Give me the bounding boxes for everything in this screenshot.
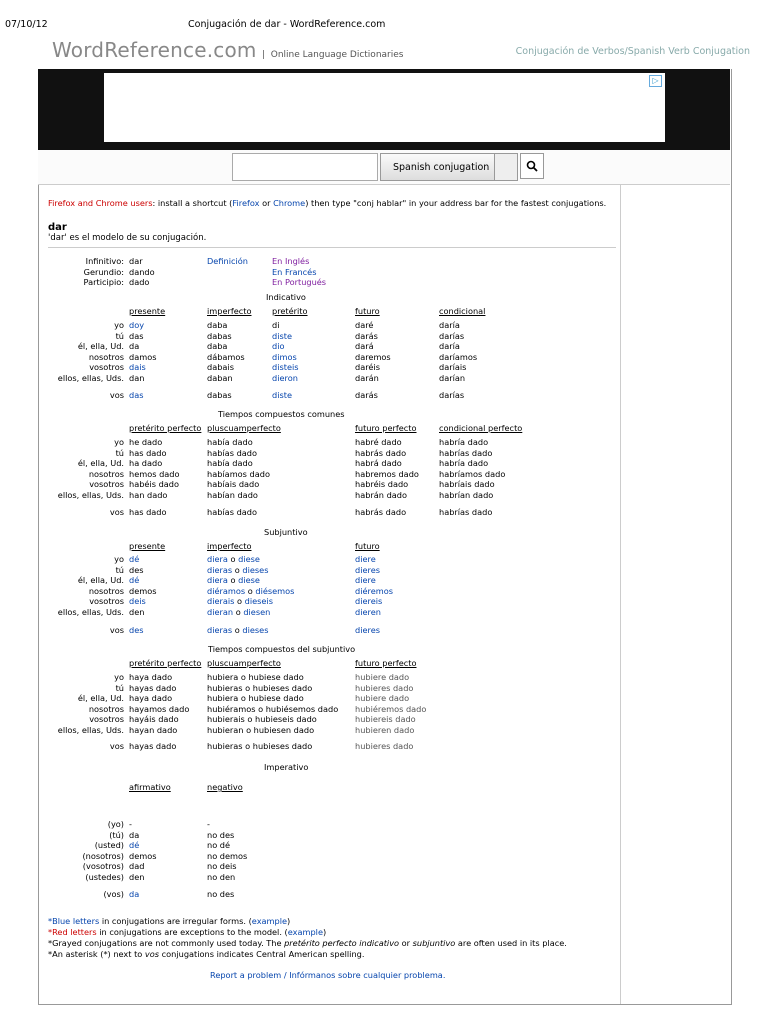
conj-form: diese [238, 575, 260, 585]
conj-cell: - [207, 819, 210, 829]
conj-cell: habíais dado [207, 479, 260, 489]
col-condicional-perfecto [439, 437, 505, 500]
conj-cell: demos [129, 585, 157, 596]
col-header: presente [129, 306, 166, 316]
conj-cell: des [129, 564, 144, 575]
col-imperfecto [207, 320, 245, 383]
person: él, ella, Ud. [77, 341, 124, 351]
conj-cell: den [129, 871, 145, 882]
person: tú [115, 447, 124, 458]
person: vosotros [89, 714, 124, 724]
conj-form: dieseis [244, 596, 274, 606]
conj-form: diera [207, 554, 228, 564]
search-icon [526, 160, 538, 172]
label-gerundio: Gerundio: [83, 266, 124, 277]
conj-cell [207, 565, 294, 576]
translation-links [272, 256, 326, 288]
footnote-asterisk [48, 949, 364, 959]
footnote-close: ) [323, 927, 327, 937]
conj-cell: dieron [272, 372, 298, 383]
conj-cell: ha dado [129, 458, 163, 468]
conj-cell: hubieres dado [355, 741, 414, 751]
conj-cell: daremos [355, 351, 391, 362]
footnote-gray [48, 938, 567, 948]
col-header: presente [129, 541, 166, 551]
conj-cell: habré dado [355, 437, 402, 447]
col-negativo [207, 819, 247, 882]
report-problem-link[interactable]: Report a problem / Infórmanos sobre cualquier problema. [210, 970, 446, 980]
chevron-down-icon [494, 154, 517, 180]
col-header: pretérito perfecto [129, 423, 202, 433]
conj-cell: den [129, 606, 145, 617]
conj-cell: había dado [207, 458, 253, 468]
persons-imperativo [40, 819, 124, 882]
col-subj-pluscuamperfecto [207, 672, 338, 735]
conj-form: diéramos [207, 585, 246, 596]
person: (nosotros) [82, 850, 124, 861]
person-vos: vos [109, 741, 124, 751]
conj-cell: deis [129, 596, 146, 606]
conj-or: o [232, 564, 243, 575]
conj-cell: hubiereis dado [355, 714, 416, 724]
conj-form: dieras [207, 625, 233, 635]
person: (vosotros) [82, 861, 124, 871]
print-date: 07/10/12 [5, 19, 48, 30]
conj-cell: había dado [207, 437, 253, 447]
col-afirmativo [129, 819, 157, 882]
conj-cell: haya dado [129, 672, 173, 682]
conj-cell: darán [355, 372, 379, 383]
col-header: imperfecto [207, 306, 252, 316]
headword: dar [48, 222, 67, 233]
footnote-gray-a: *Grayed conjugations are not commonly used today. The [48, 938, 285, 948]
conj-cell: dará [355, 341, 374, 351]
col-header: imperfecto [207, 541, 252, 551]
person: vosotros [89, 596, 124, 606]
site-logo[interactable]: WordReference.com [52, 38, 257, 62]
col-subj-futuro-perfecto [355, 672, 426, 735]
brand-right-link[interactable]: Conjugación de Verbos/Spanish Verb Conjugation [515, 46, 750, 57]
print-header [0, 0, 768, 32]
persons-subjuntivo [40, 554, 124, 617]
conj-cell: hubiera o hubiese dado [207, 693, 304, 703]
conj-cell: disteis [272, 362, 299, 372]
person: yo [114, 672, 124, 682]
conj-cell [207, 554, 294, 565]
conj-or: o [232, 625, 243, 635]
conj-cell: dábamos [207, 351, 245, 362]
conj-form: diese [238, 554, 260, 564]
col-header: pluscuamperfecto [207, 658, 281, 668]
conj-cell: diere [355, 575, 376, 585]
person: yo [114, 437, 124, 447]
search-input[interactable] [232, 153, 378, 181]
conj-cell: haya dado [129, 693, 173, 703]
conj-cell: habríais dado [439, 479, 495, 489]
conj-cell [207, 607, 294, 618]
conj-form: dieses [242, 625, 269, 635]
footnote-asterisk-i: vos [144, 949, 160, 959]
conj-cell: habría dado [439, 458, 489, 468]
conj-cell: hubiere dado [355, 672, 410, 682]
conj-cell [207, 596, 294, 607]
conj-cell: dad [129, 861, 145, 871]
conj-cell: hubiera o hubiese dado [207, 672, 304, 682]
conj-cell: hubieras o hubieses dado [207, 682, 313, 693]
conj-cell: hayáis dado [129, 714, 179, 724]
person: (yo) [107, 819, 124, 829]
definicion-link[interactable]: Definición [207, 256, 248, 266]
conj-cell: no dé [207, 840, 231, 850]
conj-cell: no des [207, 889, 235, 899]
person: yo [114, 320, 124, 330]
dictionary-select[interactable] [380, 153, 518, 181]
footnote-blue-label: *Blue letters [48, 916, 100, 926]
conj-cell: hubiéramos o hubiésemos dado [207, 703, 339, 714]
conj-cell: daría [439, 341, 460, 351]
conj-cell: dais [129, 362, 146, 372]
col-presente [129, 320, 156, 383]
conj-cell: hubiéremos dado [355, 703, 427, 714]
col-pluscuamperfecto [207, 437, 270, 500]
conj-cell: habías dado [207, 507, 257, 517]
col-header: negativo [207, 782, 243, 792]
col-header: pretérito [272, 306, 308, 316]
person-vos: (vos) [103, 889, 124, 899]
conj-form: dieras [207, 564, 233, 575]
conj-cell: habían dado [207, 489, 258, 500]
section-title-compuestos: Tiempos compuestos comunes [218, 409, 345, 419]
person: ellos, ellas, Uds. [57, 724, 124, 735]
conj-cell: daré [355, 320, 374, 330]
person: (tú) [109, 829, 124, 840]
conj-cell: da [129, 829, 140, 840]
footnote-blue-text: in conjugations are irregular forms. ( [99, 916, 252, 926]
col-subj-futuro [355, 554, 393, 617]
link-en-ingles[interactable]: En Inglés [272, 256, 310, 266]
person-vos: vos [109, 625, 124, 635]
conj-form: diésemos [255, 585, 295, 596]
conj-cell: doy [129, 320, 145, 330]
person-vos: vos [109, 390, 124, 400]
footnote-asterisk-b: conjugations indicates Central American spelling. [159, 949, 365, 959]
person: yo [114, 554, 124, 564]
shortcut-notice [48, 198, 606, 208]
person: vosotros [89, 362, 124, 372]
divider [48, 247, 616, 248]
conj-form: diera [207, 575, 228, 585]
conj-cell: dieres [355, 625, 380, 635]
conj-cell: has dado [129, 507, 167, 517]
conj-cell: diereis [355, 596, 383, 606]
conj-form: dierais [207, 596, 235, 606]
search-button[interactable] [520, 153, 544, 179]
conj-or: o [234, 596, 245, 606]
conj-cell: hayas dado [129, 741, 177, 751]
notice-or: or [259, 198, 274, 208]
col-preterito [272, 320, 299, 383]
notice-text-2: ) then type "conj hablar" in your address bar for the fastest conjugations. [305, 198, 607, 208]
conj-cell: habrá dado [355, 458, 402, 468]
col-preterito-perfecto [129, 437, 180, 500]
firefox-link[interactable]: Firefox [232, 198, 260, 208]
col-subj-preterito-perfecto [129, 672, 189, 735]
conj-or: o [227, 554, 239, 564]
section-title-compuestos-subj: Tiempos compuestos del subjuntivo [208, 644, 356, 654]
conj-or: o [233, 606, 244, 617]
conj-form: dieses [242, 564, 269, 575]
conj-cell: dabas [207, 390, 232, 400]
conj-or: o [227, 575, 239, 585]
col-header: pretérito perfecto [129, 658, 202, 668]
brand-subtitle: Online Language Dictionaries [270, 50, 404, 60]
col-condicional [439, 320, 477, 383]
notice-lead: Firefox and Chrome users [48, 198, 153, 208]
right-column-divider [620, 184, 621, 1004]
conj-cell: da [129, 341, 140, 351]
footnote-blue [48, 916, 290, 926]
conj-cell: no deis [207, 861, 237, 871]
link-en-portugues[interactable]: En Portugués [272, 277, 327, 287]
conj-cell: - [129, 819, 132, 829]
conj-cell: han dado [129, 489, 168, 500]
conj-cell: hubieres dado [355, 682, 414, 693]
conj-cell: darás [355, 390, 378, 400]
conj-cell: habrías dado [439, 447, 493, 458]
conj-cell: daría [439, 320, 460, 330]
col-futuro [355, 320, 391, 383]
conj-cell: dé [129, 554, 140, 564]
model-text: 'dar' es el modelo de su conjugación. [48, 233, 207, 243]
conj-cell: dabas [207, 330, 232, 341]
conj-cell [207, 586, 294, 597]
footnote-asterisk-a: *An asterisk (*) next to [48, 949, 145, 959]
conj-cell: habrías dado [439, 507, 493, 517]
col-header: futuro perfecto [355, 658, 417, 668]
person: tú [115, 330, 124, 341]
person: (usted) [94, 840, 124, 850]
conj-cell: hubiere dado [355, 693, 410, 703]
conj-cell: da [129, 889, 140, 899]
col-header: futuro [355, 541, 380, 551]
conj-cell: darían [439, 372, 466, 383]
label-infinitivo: Infinitivo: [85, 256, 124, 266]
chrome-link[interactable]: Chrome [273, 198, 306, 208]
conj-cell: daba [207, 341, 228, 351]
persons-indicativo [40, 320, 124, 383]
conj-cell: hayamos dado [129, 703, 190, 714]
value-gerundio: dando [129, 266, 155, 277]
conj-cell: das [129, 390, 144, 400]
conj-cell: dieres [355, 564, 380, 575]
conj-cell: habrás dado [355, 447, 407, 458]
person: vosotros [89, 479, 124, 489]
conj-cell: dieren [355, 606, 381, 617]
conj-cell: hubieras o hubieses dado [207, 741, 313, 751]
conj-cell: dan [129, 372, 145, 383]
footnote-red-label: *Red letters [48, 927, 97, 937]
footnote-red [48, 927, 326, 937]
footnote-gray-i2: subjuntivo [412, 938, 456, 948]
conj-cell: no demos [207, 850, 248, 861]
person: él, ella, Ud. [77, 693, 124, 703]
conj-cell: hubieren dado [355, 724, 415, 735]
person: (ustedes) [85, 871, 124, 882]
conj-cell: dabais [207, 362, 234, 372]
forms-values [129, 256, 155, 288]
footnote-gray-c: are often used in its place. [455, 938, 567, 948]
conj-cell: daréis [355, 362, 380, 372]
conj-cell: hubieran o hubiesen dado [207, 724, 315, 735]
conj-cell: daríais [439, 362, 467, 372]
section-title-subjuntivo: Subjuntivo [264, 527, 308, 537]
footnote-red-text: in conjugations are exceptions to the model. ( [96, 927, 288, 937]
person: nosotros [88, 351, 124, 362]
col-futuro-perfecto [355, 437, 419, 500]
conj-cell: damos [129, 351, 157, 362]
conj-cell: di [272, 320, 280, 330]
conj-cell: darías [439, 330, 465, 341]
persons-compuestos [40, 437, 124, 500]
value-infinitivo: dar [129, 256, 143, 266]
conj-cell: darías [439, 390, 465, 400]
conj-form: diesen [243, 606, 271, 617]
conj-cell: diéremos [355, 585, 393, 596]
conj-cell: habrían dado [439, 489, 494, 500]
label-participio: Participio: [83, 277, 124, 287]
section-title-indicativo: Indicativo [266, 292, 306, 302]
conj-cell: dio [272, 341, 285, 351]
conj-cell: daríamos [439, 351, 478, 362]
conj-cell: daban [207, 372, 233, 383]
conj-cell: habéis dado [129, 479, 180, 489]
footnote-gray-i1: pretérito perfecto indicativo [284, 938, 400, 948]
value-participio: dado [129, 277, 150, 287]
conj-cell: habíamos dado [207, 468, 270, 479]
conj-cell: hayan dado [129, 724, 178, 735]
conj-cell: hemos dado [129, 468, 180, 479]
conj-cell: habías dado [207, 447, 257, 458]
col-subj-presente [129, 554, 157, 617]
conj-cell: daba [207, 320, 228, 330]
persons-compuestos-subj [40, 672, 124, 735]
link-en-frances[interactable]: En Francés [272, 266, 317, 277]
col-header: pluscuamperfecto [207, 423, 281, 433]
footnote-gray-b: or [399, 938, 413, 948]
person: ellos, ellas, Uds. [57, 489, 124, 500]
col-header: futuro perfecto [355, 423, 417, 433]
conj-cell: darás [355, 330, 378, 341]
conj-cell: habría dado [439, 437, 489, 447]
col-header: afirmativo [129, 782, 171, 792]
conj-cell: dimos [272, 351, 297, 362]
footnote-close: ) [287, 916, 291, 926]
conj-cell: diere [355, 554, 376, 564]
brand-separator: | [262, 50, 266, 60]
person: tú [115, 682, 124, 693]
person: nosotros [88, 703, 124, 714]
person: ellos, ellas, Uds. [57, 606, 124, 617]
section-title-imperativo: Imperativo [264, 762, 309, 772]
ad-slot[interactable] [104, 73, 665, 142]
conj-cell: habríamos dado [439, 468, 506, 479]
conj-or: o [245, 585, 256, 596]
adchoices-icon[interactable]: ▷ [649, 75, 662, 87]
conj-cell: das [129, 330, 144, 341]
conj-cell: diste [272, 390, 292, 400]
person-vos: vos [109, 507, 124, 517]
col-header: condicional [439, 306, 486, 316]
conj-cell: des [129, 625, 144, 635]
person: él, ella, Ud. [77, 458, 124, 468]
person: tú [115, 564, 124, 575]
example-link[interactable]: example [287, 927, 323, 937]
col-header: condicional perfecto [439, 423, 523, 433]
conj-cell: diste [272, 330, 292, 341]
conj-cell: hayas dado [129, 682, 177, 693]
conj-cell: he dado [129, 437, 163, 447]
person: nosotros [88, 585, 124, 596]
conj-cell [207, 625, 268, 636]
conj-cell: habrán dado [355, 489, 407, 500]
brand [52, 38, 403, 62]
conj-cell: dé [129, 840, 140, 850]
conj-cell: hubierais o hubieseis dado [207, 714, 317, 724]
dictionary-select-label: Spanish conjugation [393, 162, 490, 173]
conj-cell: no des [207, 829, 235, 840]
conj-cell: dé [129, 575, 140, 585]
col-header: futuro [355, 306, 380, 316]
notice-text-1: : install a shortcut ( [152, 198, 233, 208]
conj-form: dieran [207, 606, 234, 617]
conj-cell: demos [129, 850, 157, 861]
person: él, ella, Ud. [77, 575, 124, 585]
person: nosotros [88, 468, 124, 479]
conj-cell: no den [207, 871, 236, 882]
example-link[interactable]: example [251, 916, 288, 926]
print-title: Conjugación de dar - WordReference.com [188, 19, 386, 30]
forms-labels [48, 256, 124, 288]
conj-cell [207, 575, 294, 586]
conj-cell: habréis dado [355, 479, 409, 489]
conj-cell: habremos dado [355, 468, 419, 479]
conj-cell: has dado [129, 447, 167, 458]
col-subj-imperfecto [207, 554, 294, 617]
person: ellos, ellas, Uds. [57, 372, 124, 383]
conj-cell: habrás dado [355, 507, 407, 517]
